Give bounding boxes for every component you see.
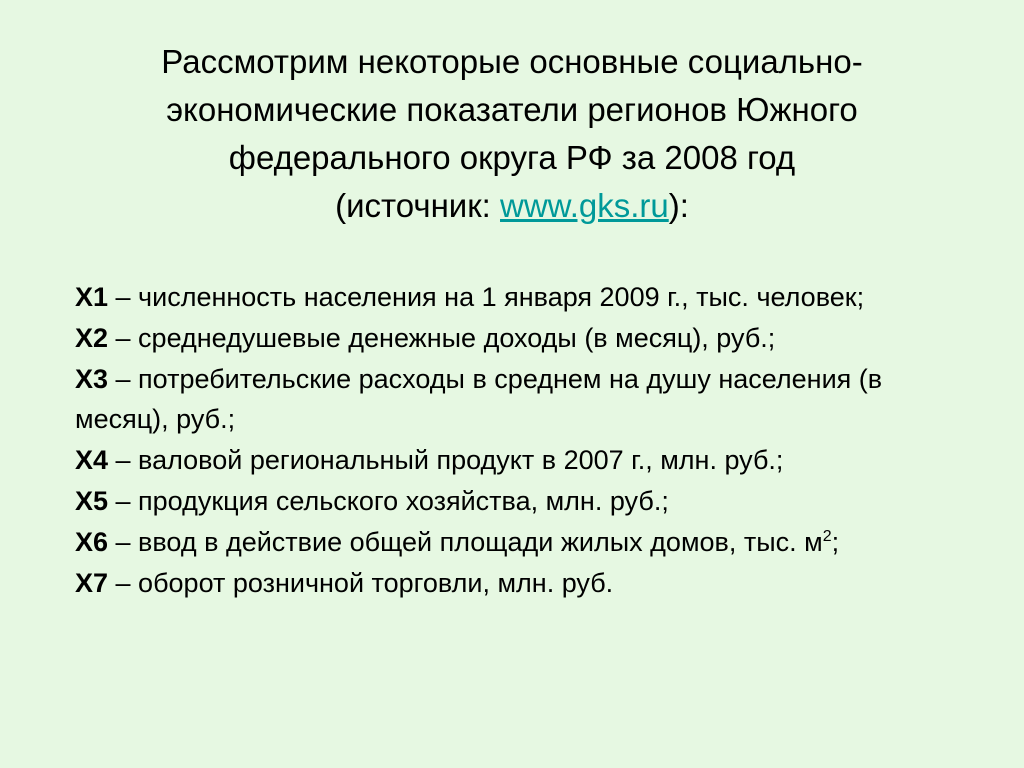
variable-item-x2 bbox=[75, 318, 975, 359]
source-prefix: (источник: bbox=[335, 187, 501, 224]
variable-item-x4 bbox=[75, 440, 975, 481]
variable-description: – ввод в действие общей площади жилых домов, тыс. м bbox=[108, 526, 823, 557]
slide-title bbox=[60, 38, 964, 230]
source-link[interactable]: www.gks.ru bbox=[500, 187, 669, 224]
variable-code: X7 bbox=[75, 567, 109, 598]
variable-item-x1 bbox=[75, 277, 975, 318]
variable-item-x7 bbox=[75, 563, 975, 604]
variables-list bbox=[75, 277, 975, 603]
variable-description: – валовой региональный продукт в 2007 г., млн. руб.; bbox=[108, 445, 784, 476]
variable-item-x5 bbox=[75, 481, 975, 522]
superscript-two: 2 bbox=[822, 527, 832, 545]
variable-code: X6 bbox=[75, 526, 109, 557]
variable-code: X1 bbox=[75, 282, 109, 312]
variable-code: X3 bbox=[75, 363, 109, 394]
variable-description: – численность населения на 1 января 2009 г., тыс. человек; bbox=[108, 282, 865, 312]
variable-item-x6 bbox=[75, 522, 975, 563]
variable-code: X2 bbox=[75, 322, 109, 353]
title-line-3: федерального округа РФ за 2008 год bbox=[228, 139, 796, 176]
variable-item-x3 bbox=[75, 359, 975, 441]
variable-description: – продукция сельского хозяйства, млн. руб.; bbox=[108, 485, 669, 516]
variable-suffix: ; bbox=[831, 526, 840, 557]
variable-description: – среднедушевые денежные доходы (в месяц), руб.; bbox=[108, 322, 776, 353]
variable-description: – оборот розничной торговли, млн. руб. bbox=[108, 567, 614, 598]
variable-code: X5 bbox=[75, 485, 109, 516]
source-line bbox=[60, 182, 964, 230]
source-suffix: ): bbox=[668, 187, 689, 224]
title-line-1: Рассмотрим некоторые основные социально- bbox=[161, 43, 863, 80]
variable-description: – потребительские расходы в среднем на душу населения (в месяц), руб.; bbox=[75, 363, 883, 435]
variable-code: X4 bbox=[75, 445, 109, 476]
title-line-2: экономические показатели регионов Южного bbox=[166, 91, 858, 128]
